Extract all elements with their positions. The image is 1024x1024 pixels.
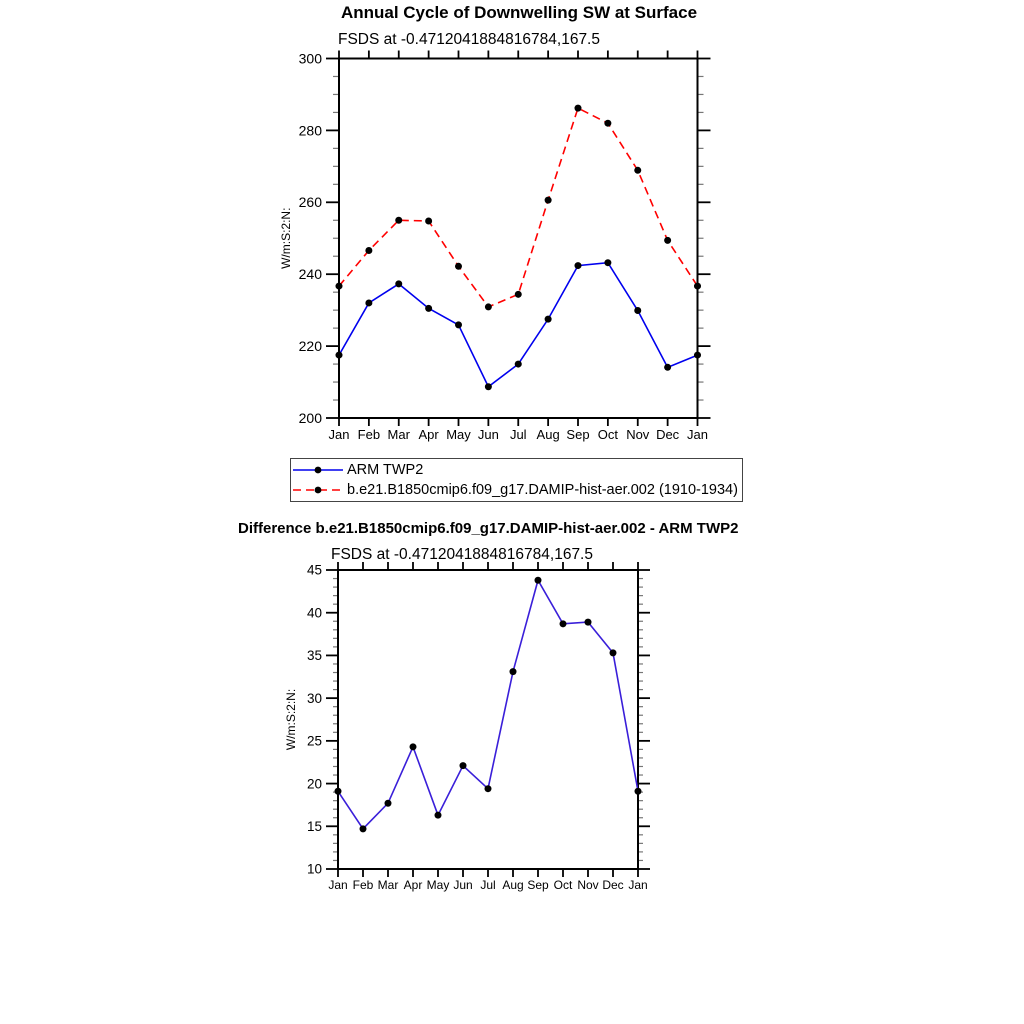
svg-text:200: 200 (298, 409, 322, 426)
top-chart-y-minor-ticks (333, 76, 704, 400)
bottom-chart-title: Difference b.e21.B1850cmip6.f09_g17.DAMIP-hist-aer.002 - ARM TWP2 (238, 520, 739, 537)
svg-text:Aug: Aug (502, 878, 524, 892)
bottom-chart-series-0-markers (335, 577, 642, 833)
legend-label-model-run: b.e21.B1850cmip6.f09_g17.DAMIP-hist-aer.002 (1910-1934) (347, 482, 738, 499)
svg-text:Jul: Jul (480, 878, 496, 892)
top-chart-x-ticks (339, 51, 698, 427)
svg-text:15: 15 (306, 819, 322, 835)
svg-text:260: 260 (298, 194, 322, 211)
legend-marker-dot (315, 487, 322, 494)
svg-text:May: May (426, 878, 450, 892)
svg-text:240: 240 (298, 266, 322, 283)
top-chart-y-tick-labels (299, 50, 323, 426)
bottom-chart-y-tick-labels (307, 563, 322, 877)
bottom-chart (284, 562, 650, 892)
svg-text:220: 220 (298, 338, 322, 354)
svg-text:Dec: Dec (602, 878, 624, 892)
svg-text:35: 35 (306, 648, 322, 664)
legend-item-model-run (291, 480, 742, 500)
svg-text:20: 20 (306, 776, 322, 792)
legend-marker-dot (315, 466, 322, 473)
svg-text:Jan: Jan (328, 427, 350, 442)
svg-text:Nov: Nov (577, 878, 599, 892)
svg-text:Feb: Feb (357, 427, 381, 442)
svg-text:Feb: Feb (352, 878, 374, 892)
svg-text:Mar: Mar (377, 878, 399, 892)
top-chart-series-0-markers (336, 259, 702, 390)
svg-text:Jan: Jan (687, 427, 708, 442)
svg-text:25: 25 (306, 733, 322, 749)
legend-line-sample-red-dashed (293, 484, 343, 496)
top-chart-series-1-markers (336, 105, 702, 311)
bottom-chart-y-major-ticks (326, 570, 650, 869)
bottom-chart-subtitle: FSDS at -0.4712041884816784,167.5 (331, 546, 593, 563)
svg-text:Oct: Oct (553, 878, 573, 892)
svg-text:Jan: Jan (328, 878, 348, 892)
svg-text:Aug: Aug (536, 427, 560, 442)
svg-text:Oct: Oct (597, 427, 618, 442)
svg-text:Jan: Jan (628, 878, 648, 892)
svg-text:40: 40 (306, 605, 322, 621)
svg-text:300: 300 (298, 50, 322, 67)
svg-text:Sep: Sep (566, 427, 590, 442)
svg-text:30: 30 (306, 690, 322, 706)
legend-box (290, 458, 743, 502)
top-chart-title: Annual Cycle of Downwelling SW at Surface (340, 3, 698, 22)
svg-text:280: 280 (298, 122, 322, 139)
svg-text:Dec: Dec (656, 427, 680, 442)
svg-text:Apr: Apr (403, 878, 423, 892)
top-chart (279, 50, 711, 442)
top-chart-y-axis-label: W/m:S:2:N: (279, 207, 293, 269)
bottom-chart-x-tick-labels (328, 878, 647, 892)
svg-text:Jul: Jul (509, 427, 527, 442)
svg-text:Apr: Apr (418, 427, 439, 442)
legend-item-arm-twp2 (291, 460, 742, 480)
bottom-chart-x-ticks (338, 562, 638, 877)
top-chart-x-tick-labels (329, 427, 708, 442)
svg-text:Jun: Jun (477, 427, 499, 442)
top-chart-subtitle: FSDS at -0.4712041884816784,167.5 (338, 31, 600, 48)
svg-text:Mar: Mar (387, 427, 410, 442)
svg-text:Sep: Sep (527, 878, 549, 892)
bottom-chart-y-axis-label: W/m:S:2:N: (284, 688, 298, 751)
svg-text:45: 45 (306, 562, 322, 578)
svg-text:Nov: Nov (626, 427, 650, 442)
svg-text:May: May (446, 427, 471, 442)
legend-line-sample-blue (293, 464, 343, 476)
svg-text:Jun: Jun (453, 878, 473, 892)
legend-label-arm-twp2: ARM TWP2 (347, 461, 424, 478)
bottom-chart-y-minor-ticks (333, 579, 643, 861)
bottom-chart-plot-border (338, 570, 638, 869)
top-chart-series-1-line (339, 108, 698, 307)
top-chart-series-0-line (339, 263, 698, 387)
svg-text:10: 10 (306, 861, 322, 877)
